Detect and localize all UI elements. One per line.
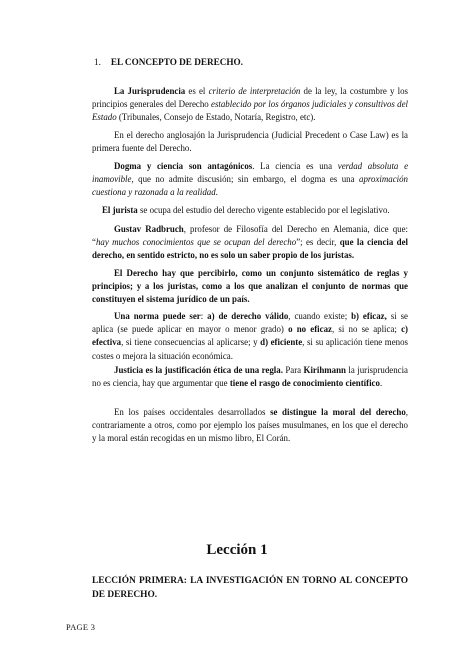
italic-text: hay muchos conocimientos que se ocupan del derecho bbox=[95, 237, 297, 248]
bold-text: a) de derecho válido bbox=[207, 311, 289, 321]
paragraph-dogma bbox=[92, 160, 408, 200]
text: ”; es decir, bbox=[296, 237, 340, 248]
italic-text: aproximación cuestiona y razonada a la realidad bbox=[92, 174, 408, 198]
text: Para bbox=[282, 365, 304, 375]
bold-text: tiene el rasgo de conocimiento científico bbox=[229, 378, 380, 389]
text: , cuando existe; bbox=[288, 311, 352, 321]
section-title: EL CONCEPTO DE DERECHO. bbox=[110, 57, 243, 67]
italic-text: establecido por los órganos judiciales y consultivos del Estado bbox=[92, 99, 409, 123]
italic-text: criterio de interpretación bbox=[208, 86, 301, 96]
text: , si tiene consecuencias al aplicarse; y bbox=[121, 337, 261, 348]
paragraph-jurista bbox=[92, 204, 408, 217]
bold-text: c) efectiva bbox=[92, 324, 408, 348]
italic-text: verdad absoluta e inamovible bbox=[92, 161, 409, 185]
term-norma: Una norma puede ser bbox=[114, 311, 201, 321]
paragraph-justicia bbox=[92, 364, 408, 390]
text: . La ciencia es una bbox=[252, 161, 338, 171]
lesson-subtitle: LECCIÓN PRIMERA: LA INVESTIGACIÓN EN TORNO AL CONCEPTO DE DERECHO. bbox=[92, 576, 408, 600]
section-heading bbox=[94, 57, 243, 67]
bold-text: Justicia es la justificación ética de una regla. bbox=[114, 365, 283, 375]
text: , profesor de Filosofía del Derecho en Alemania, dice que: “ bbox=[92, 224, 408, 248]
term-jurisprudencia: La Jurisprudencia bbox=[114, 86, 186, 96]
term-kirihmann: Kirihmann bbox=[303, 365, 346, 375]
text: . bbox=[379, 378, 383, 389]
bold-text: d) eficiente bbox=[260, 337, 303, 348]
bold-text: El Derecho hay que percibirlo, como un conjunto sistemático de reglas y principios; y a los juristas, como a los que analizan el conjunto de normas que constituyen el sistema jurídico de un país. bbox=[92, 268, 408, 305]
paragraph-moral bbox=[92, 406, 408, 446]
bold-text: b) eficaz, bbox=[351, 311, 387, 321]
paragraph-radbruch bbox=[92, 223, 408, 263]
text: de la ley, la costumbre y los principios generales del Derecho bbox=[92, 86, 408, 110]
lesson-title: Lección 1 bbox=[206, 542, 268, 558]
term-radbruch: Gustav Radbruch bbox=[114, 224, 184, 234]
text: , si no se aplica; bbox=[331, 324, 402, 335]
text: , si su aplicación tiene menos costes o mejora la situación económica. bbox=[92, 337, 408, 361]
bold-text: o no eficaz bbox=[288, 324, 332, 335]
text: si se aplica (se puede aplicar en mayor o menor grado) bbox=[92, 311, 409, 335]
page-number: PAGE 3 bbox=[66, 623, 96, 632]
text: la jurisprudencia no es ciencia, hay que argumentar que bbox=[92, 365, 408, 389]
text: , que no admite discusión; sin embargo, el dogma es una bbox=[131, 174, 360, 185]
text: es el bbox=[185, 86, 209, 96]
paragraph-anglosajon bbox=[92, 129, 408, 155]
bold-text: que la ciencia del derecho, en sentido estricto, no es solo un saber propio de los juristas. bbox=[92, 237, 408, 261]
paragraph-jurisprudencia bbox=[92, 85, 408, 125]
term-dogma: Dogma y ciencia son antagónicos bbox=[114, 161, 253, 171]
text: : bbox=[200, 311, 208, 321]
text: se ocupa del estudio del derecho vigente establecido por el legislativo. bbox=[137, 205, 390, 215]
term-jurista: El jurista bbox=[102, 205, 138, 215]
paragraph-norma bbox=[92, 310, 408, 363]
text: (Tribunales, Consejo de Estado, Notaría, Registro, etc). bbox=[116, 112, 316, 123]
text: En el derecho anglosajón la Jurisprudencia (Judicial Precedent o Case Law) es la primera fuente del Derecho. bbox=[92, 130, 408, 154]
section-number: 1. bbox=[94, 57, 101, 67]
text: . bbox=[215, 187, 218, 198]
text: En los países occidentales desarrollados bbox=[114, 407, 271, 417]
bold-text: se distingue la moral del derecho bbox=[270, 407, 406, 417]
paragraph-derecho bbox=[92, 267, 408, 307]
text: , contrariamente a otros, como por ejemplo los países musulmanes, en los que el derecho y la moral están recogidas en un mismo libro, El Corán. bbox=[92, 407, 408, 444]
